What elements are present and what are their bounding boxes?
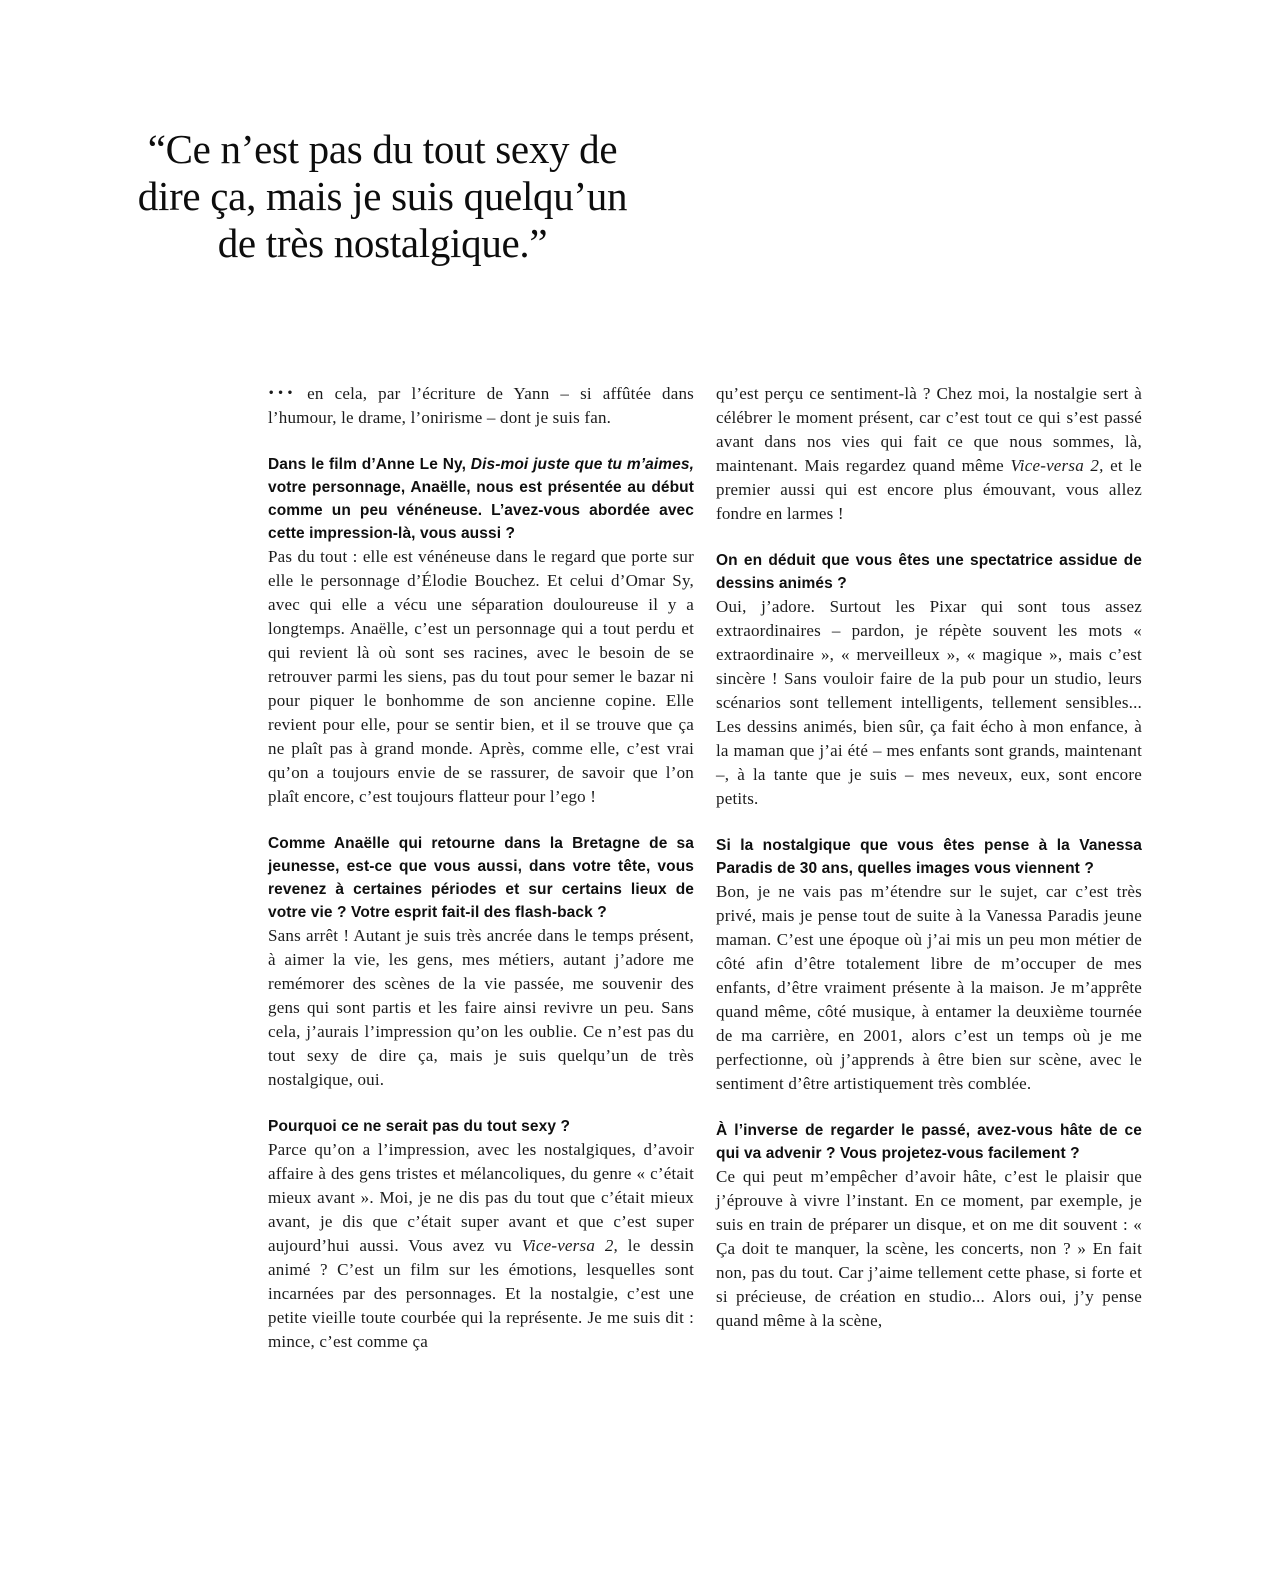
text-run: le dessin animé ? C’est un film sur les émotions, lesquelles sont incarnées par des personnages. Et la nostalgie, c’est une petite vieille toute courbée qui la représente. Je me suis dit : mince, c’est comme ça	[268, 1236, 694, 1351]
text-run: votre personnage, Anaëlle, nous est présentée au début comme un peu vénéneuse. L’avez-vous abordée avec cette impression-là, vous aussi ?	[268, 479, 694, 542]
text-run: Vice-versa 2,	[1010, 456, 1104, 475]
pull-quote-line: “Ce n’est pas du tout sexy de	[147, 126, 618, 172]
text-run: Ce qui peut m’empêcher d’avoir hâte, c’est le plaisir que j’éprouve à vivre l’instant. En ce moment, par exemple, je suis en train de préparer un disque, et on me dit souvent : « Ça doit te manquer, la scène, les concerts, non ? » En fait non, pas du tout. Car j’aime tellement cette phase, si forte et si précieuse, de création en studio... Alors oui, j’y pense quand même à la scène,	[716, 1167, 1142, 1330]
interview-answer	[716, 595, 1142, 811]
text-run: Comme Anaëlle qui retourne dans la Bretagne de sa jeunesse, est-ce que vous aussi, dans votre tête, vous revenez à certaines périodes et sur certains lieux de votre vie ? Votre esprit fait-il des flash-back ?	[268, 835, 694, 921]
article-column	[268, 382, 694, 1354]
text-run: On en déduit que vous êtes une spectatrice assidue de dessins animés ?	[716, 552, 1142, 592]
interview-question	[268, 453, 694, 545]
text-run: en cela, par l’écriture de Yann – si affûtée dans l’humour, le drame, l’onirisme – dont je suis fan.	[268, 384, 694, 427]
text-run: et le premier aussi qui est encore plus émouvant, vous allez fondre en larmes !	[716, 456, 1142, 523]
text-run: Si la nostalgique que vous êtes pense à la Vanessa Paradis de 30 ans, quelles images vous viennent ?	[716, 837, 1142, 877]
interview-answer	[716, 880, 1142, 1096]
continuation-dots-icon: •••	[268, 388, 297, 399]
text-run: Vice-versa 2,	[521, 1236, 618, 1255]
pull-quote-line: de très nostalgique.”	[217, 220, 548, 266]
article-columns	[268, 382, 1142, 1354]
pull-quote	[110, 126, 655, 267]
interview-answer	[716, 1165, 1142, 1333]
text-run: Pourquoi ce ne serait pas du tout sexy ?	[268, 1118, 571, 1135]
text-run: Bon, je ne vais pas m’étendre sur le sujet, car c’est très privé, mais je pense tout de suite à la Vanessa Paradis jeune maman. C’est une époque où j’ai mis un peu mon métier de côté afin d’être totalement libre de m’occuper de mes enfants, d’être vraiment présente à la maison. Je m’apprête quand même, côté musique, à entamer la deuxième tournée de ma carrière, en 2001, alors c’est un temps où je me perfectionne, où j’apprends à être bien sur scène, avec le sentiment d’être artistiquement très comblée.	[716, 882, 1142, 1093]
interview-question	[716, 834, 1142, 880]
text-run: Dis-moi juste que tu m’aimes,	[470, 456, 694, 473]
continuation-paragraph	[716, 382, 1142, 526]
article-column	[716, 382, 1142, 1354]
continuation-paragraph	[268, 382, 694, 430]
text-run: Sans arrêt ! Autant je suis très ancrée dans le temps présent, à aimer la vie, les gens, mes métiers, autant j’adore me remémorer des scènes de la vie passée, me souvenir des gens qui sont partis et les faire ainsi revivre un peu. Sans cela, j’aurais l’impression qu’on les oublie. Ce n’est pas du tout sexy de dire ça, mais je suis quelqu’un de très nostalgique, oui.	[268, 926, 694, 1089]
pull-quote-line: dire ça, mais je suis quelqu’un	[137, 173, 628, 219]
text-run: Dans le film d’Anne Le Ny,	[268, 456, 471, 473]
interview-question	[716, 549, 1142, 595]
text-run: Pas du tout : elle est vénéneuse dans le regard que porte sur elle le personnage d’Élodie Bouchez. Et celui d’Omar Sy, avec qui elle a vécu une séparation douloureuse il y a longtemps. Anaëlle, c’est un personnage qui a tout perdu et qui revient là où sont ses racines, avec le besoin de se retrouver parmi les siens, pas du tout pour semer le bazar ni pour piquer le bonhomme de son ancienne copine. Elle revient pour elle, pour se sentir bien, et il se trouve que ça ne plaît pas à grand monde. Après, comme elle, c’est vrai qu’on a toujours envie de se rassurer, de savoir que l’on plaît encore, c’est toujours flatteur pour l’ego !	[268, 547, 694, 806]
text-run: Oui, j’adore. Surtout les Pixar qui sont tous assez extraordinaires – pardon, je répète souvent les mots « extraordinaire », « merveilleux », « magique », mais c’est sincère ! Sans vouloir faire de la pub pour un studio, leurs scénarios sont tellement intelligents, tellement sensibles... Les dessins animés, bien sûr, ça fait écho à mon enfance, à la maman que j’ai été – mes enfants sont grands, maintenant –, à la tante que je suis – mes neveux, eux, sont encore petits.	[716, 597, 1142, 808]
text-run: qu’est perçu ce sentiment-là ? Chez moi, la nostalgie sert à célébrer le moment présent, car c’est tout ce qui s’est passé avant dans nos vies qui fait ce que nous sommes, là, maintenant. Mais regardez quand même	[716, 384, 1142, 475]
text-run: Parce qu’on a l’impression, avec les nostalgiques, d’avoir affaire à des gens tristes et mélancoliques, du genre « c’était mieux avant ». Moi, je ne dis pas du tout que c’était mieux avant, je dis que c’était super avant et que c’est super aujourd’hui aussi. Vous avez vu	[268, 1140, 694, 1255]
text-run: À l’inverse de regarder le passé, avez-vous hâte de ce qui va advenir ? Vous projetez-vous facilement ?	[716, 1122, 1142, 1162]
interview-question	[716, 1119, 1142, 1165]
interview-answer	[268, 545, 694, 809]
interview-answer	[268, 1138, 694, 1354]
interview-question	[268, 832, 694, 924]
interview-answer	[268, 924, 694, 1092]
interview-question	[268, 1115, 694, 1138]
